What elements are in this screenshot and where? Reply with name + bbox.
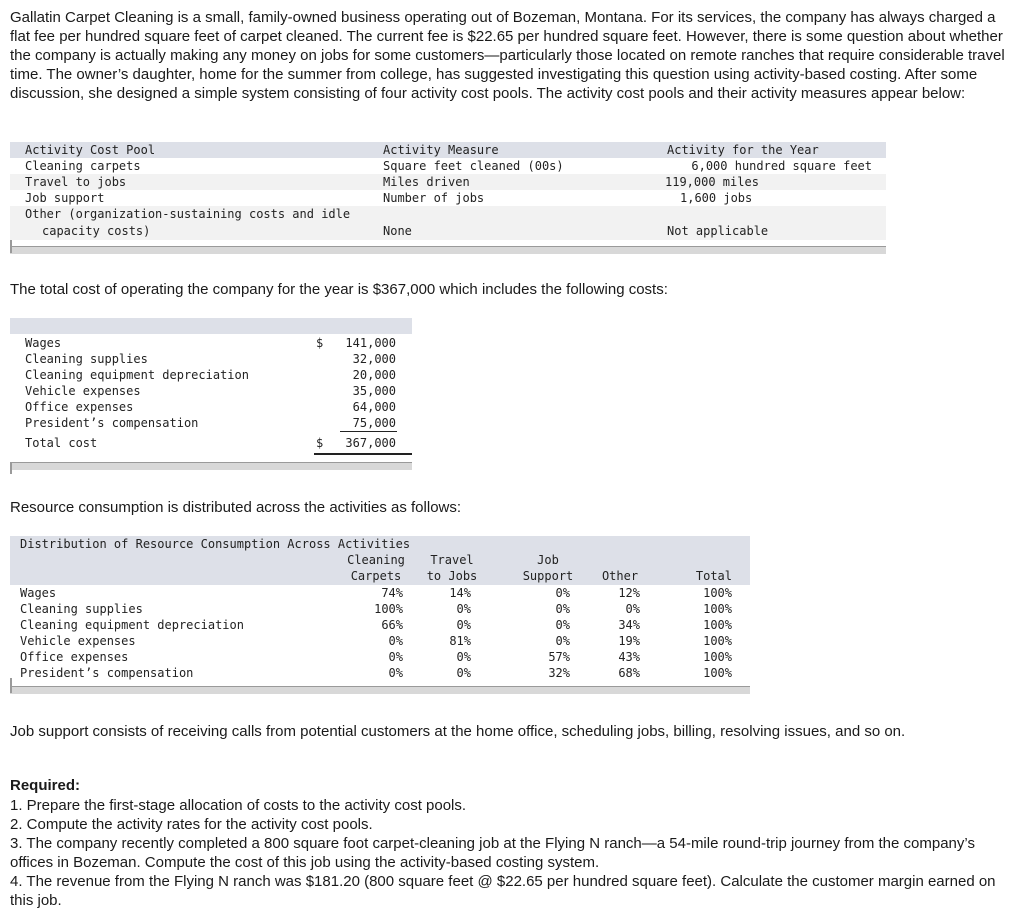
pools-header-pool: Activity Cost Pool	[25, 143, 156, 157]
cost-label-total: Total cost	[25, 436, 98, 450]
required-item-2: 2. Compute the activity rates for the activity cost pools.	[10, 816, 373, 833]
required-item-1: 1. Prepare the first-stage allocation of costs to the activity cost pools.	[10, 797, 467, 814]
dist-wages-travel: 14%	[449, 586, 471, 600]
dist-vehicle-cleaning: 0%	[388, 634, 403, 648]
measure-square-feet: Square feet cleaned (00s)	[383, 159, 564, 173]
cost-amount-equipment-depreciation: 20,000	[352, 368, 396, 382]
dist-left-tick	[10, 678, 12, 693]
costs-left-tick	[10, 462, 12, 474]
cost-label-office-expenses: Office expenses	[25, 400, 134, 414]
dist-col-support-line1: Job	[537, 553, 559, 567]
cost-amount-cleaning-supplies: 32,000	[352, 352, 396, 366]
pool-job-support: Job support	[25, 191, 105, 205]
dist-row-label-cleaning-supplies: Cleaning supplies	[20, 602, 143, 616]
dist-supplies-total: 100%	[703, 602, 732, 616]
dist-equipment-cleaning: 66%	[381, 618, 403, 632]
dist-supplies-cleaning: 100%	[374, 602, 403, 616]
cost-label-equipment-depreciation: Cleaning equipment depreciation	[25, 368, 249, 382]
cost-amount-president-compensation: 75,000	[352, 416, 396, 430]
pools-header-measure: Activity Measure	[383, 143, 499, 157]
cost-label-cleaning-supplies: Cleaning supplies	[25, 352, 148, 366]
dist-bottom-bar	[10, 686, 750, 694]
pools-left-tick	[10, 240, 12, 253]
dist-supplies-other: 0%	[625, 602, 640, 616]
costs-table	[10, 318, 412, 476]
costs-header-band	[10, 318, 412, 334]
intro-paragraph: Gallatin Carpet Cleaning is a small, family-owned business operating out of Bozeman, Montana. For its services, the company has always charged a flat fee per hundred square feet of carpet cleaned. The current fee is $22.65 per hundred square feet. However, there is some question about whether the company is actually making any money on jobs for some customers—particularly those located on remote ranches that require considerable travel time. The owner’s daughter, home for the summer from college, has suggested investigating this question using activity-based costing. After some discussion, she designed a simple system consisting of four activity cost pools. The activity cost pools and their activity measures appear below:	[10, 9, 1005, 102]
activity-square-feet: 6,000 hundred square feet	[691, 159, 872, 173]
dist-president-total: 100%	[703, 666, 732, 680]
cost-currency-wages: $	[316, 336, 324, 350]
dist-office-other: 43%	[618, 650, 640, 664]
dist-president-cleaning: 0%	[388, 666, 403, 680]
dist-president-support: 32%	[548, 666, 570, 680]
dist-supplies-support: 0%	[555, 602, 570, 616]
dist-equipment-other: 34%	[618, 618, 640, 632]
dist-wages-support: 0%	[555, 586, 570, 600]
dist-wages-total: 100%	[703, 586, 732, 600]
total-cost-paragraph: The total cost of operating the company for the year is $367,000 which includes the following costs:	[10, 281, 668, 298]
dist-vehicle-support: 0%	[555, 634, 570, 648]
dist-col-total: Total	[695, 569, 732, 583]
dist-office-travel: 0%	[456, 650, 471, 664]
dist-col-travel-line1: Travel	[430, 553, 474, 567]
cost-amount-vehicle-expenses: 35,000	[352, 384, 396, 398]
dist-equipment-travel: 0%	[456, 618, 471, 632]
costs-subtotal-underline	[340, 431, 397, 432]
dist-president-travel: 0%	[456, 666, 471, 680]
measure-none: None	[383, 224, 412, 238]
dist-president-other: 68%	[618, 666, 640, 680]
dist-office-support: 57%	[548, 650, 570, 664]
pool-cleaning-carpets: Cleaning carpets	[25, 159, 141, 173]
distribution-paragraph: Resource consumption is distributed across the activities as follows:	[10, 499, 462, 516]
dist-col-cleaning-line2: Carpets	[350, 569, 402, 583]
dist-wages-other: 12%	[618, 586, 640, 600]
dist-col-support-line2: Support	[522, 569, 574, 583]
dist-office-cleaning: 0%	[388, 650, 403, 664]
pools-bottom-bar	[10, 246, 886, 254]
cost-amount-total: 367,000	[345, 436, 396, 450]
job-support-paragraph: Job support consists of receiving calls from potential customers at the home office, scheduling jobs, billing, resolving issues, and so on.	[10, 723, 906, 740]
cost-label-president-compensation: President’s compensation	[25, 416, 199, 430]
pool-travel-to-jobs: Travel to jobs	[25, 175, 127, 189]
required-item-3: 3. The company recently completed a 800 square foot carpet-cleaning job at the Flying N ranch—a 54-mile round-trip journey from the company’s offices in Bozeman. Compute the cost of this job using the activity-based costing system.	[10, 835, 975, 871]
pools-header-activity: Activity for the Year	[667, 143, 819, 157]
dist-vehicle-total: 100%	[703, 634, 732, 648]
dist-row-label-office-expenses: Office expenses	[20, 650, 129, 664]
dist-col-travel-line2: to Jobs	[426, 569, 478, 583]
pool-other-line1: Other (organization-sustaining costs and idle	[25, 207, 351, 221]
required-item-4: 4. The revenue from the Flying N ranch was $181.20 (800 square feet @ $22.65 per hundred square feet). Calculate the customer margin earned on this job.	[10, 873, 996, 909]
pool-other-line2: capacity costs)	[42, 224, 151, 238]
required-heading: Required:	[10, 777, 81, 794]
dist-row-label-president-compensation: President’s compensation	[20, 666, 194, 680]
dist-row-label-equipment-depreciation: Cleaning equipment depreciation	[20, 618, 244, 632]
dist-col-cleaning-line1: Cleaning	[347, 553, 405, 567]
dist-vehicle-travel: 81%	[449, 634, 471, 648]
dist-row-label-vehicle-expenses: Vehicle expenses	[20, 634, 136, 648]
cost-label-vehicle-expenses: Vehicle expenses	[25, 384, 141, 398]
dist-supplies-travel: 0%	[456, 602, 471, 616]
activity-pools-table	[10, 142, 886, 254]
required-list	[10, 796, 1010, 910]
activity-miles: 119,000 miles	[665, 175, 759, 189]
dist-wages-cleaning: 74%	[381, 586, 403, 600]
activity-jobs: 1,600 jobs	[680, 191, 753, 205]
dist-col-other: Other	[601, 569, 639, 583]
activity-not-applicable: Not applicable	[667, 224, 769, 238]
dist-equipment-support: 0%	[555, 618, 570, 632]
costs-total-underline	[314, 453, 412, 455]
cost-amount-wages: 141,000	[345, 336, 396, 350]
cost-amount-office-expenses: 64,000	[352, 400, 396, 414]
cost-label-wages: Wages	[25, 336, 62, 350]
measure-miles-driven: Miles driven	[383, 175, 470, 189]
measure-number-of-jobs: Number of jobs	[383, 191, 485, 205]
dist-row-label-wages: Wages	[20, 586, 57, 600]
dist-office-total: 100%	[703, 650, 732, 664]
dist-equipment-total: 100%	[703, 618, 732, 632]
costs-bottom-bar	[10, 462, 412, 470]
distribution-table	[10, 536, 750, 696]
dist-vehicle-other: 19%	[618, 634, 640, 648]
dist-title: Distribution of Resource Consumption Across Activities	[20, 537, 411, 551]
cost-currency-total: $	[316, 436, 324, 450]
